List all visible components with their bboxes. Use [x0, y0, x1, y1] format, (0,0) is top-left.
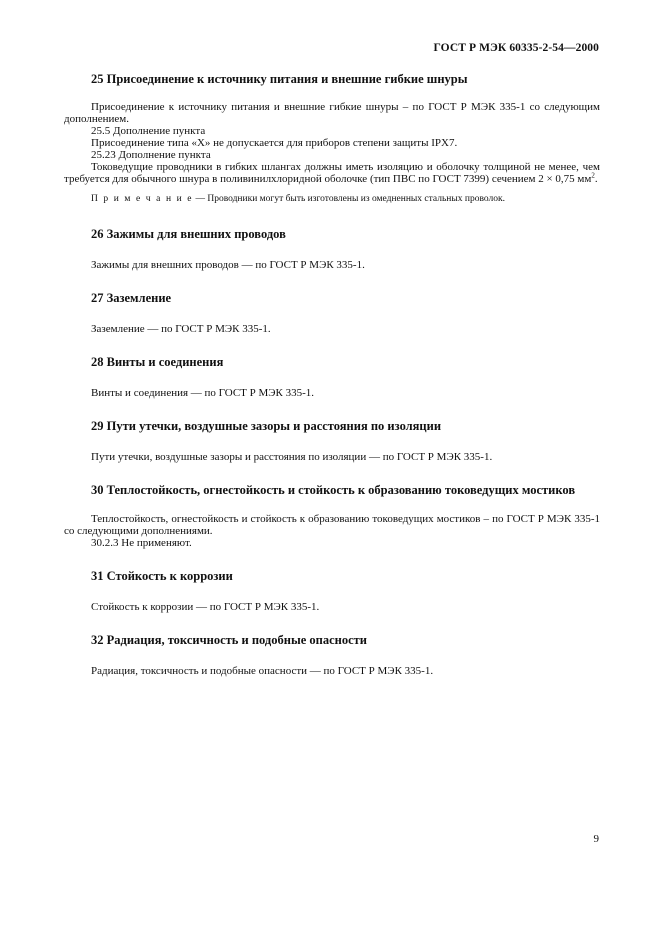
clause-25-23-body: Токоведущие проводники в гибких шлангах должны иметь изоляцию и оболочку толщиной не менее, чем требуется для обычного шнура в поливинилхлоридной оболочке (тип ПВС по ГОСТ 7399) сечением 2 × 0,75 мм — [64, 161, 600, 185]
clause-25-23-title: 25.23 Дополнение пункта — [91, 149, 211, 161]
section-27-text: Заземление — по ГОСТ Р МЭК 335-1. — [91, 323, 271, 335]
section-26-text: Зажимы для внешних проводов — по ГОСТ Р МЭК 335-1. — [91, 259, 365, 271]
clause-30-2-3: 30.2.3 Не применяют. — [91, 537, 192, 549]
standard-designation: ГОСТ Р МЭК 60335-2-54—2000 — [433, 42, 599, 54]
clause-25-23-end: . — [594, 173, 598, 185]
section-heading-30: 30 Теплостойкость, огнестойкость и стойкость к образованию токоведущих мостиков — [91, 483, 576, 497]
section-heading-27: 27 Заземление — [91, 291, 172, 305]
section-heading-26: 26 Зажимы для внешних проводов — [91, 227, 286, 241]
section-31 — [64, 569, 600, 613]
note — [64, 194, 600, 205]
section-25 — [64, 72, 600, 205]
section-30 — [64, 483, 600, 549]
section-28-text: Винты и соединения — по ГОСТ Р МЭК 335-1. — [91, 387, 315, 399]
note-text: — Проводники могут быть изготовлены из омедненных стальных проволок. — [193, 194, 505, 204]
section-32 — [64, 633, 600, 677]
section-heading-31: 31 Стойкость к коррозии — [91, 569, 233, 583]
section-27 — [64, 291, 600, 335]
section-heading-25: 25 Присоединение к источнику питания и внешние гибкие шнуры — [91, 72, 468, 86]
section-30-text: Теплостойкость, огнестойкость и стойкость к образованию токоведущих мостиков – по ГОСТ Р МЭК 335-1 со следующими дополнениями. — [64, 513, 600, 537]
section-28 — [64, 355, 600, 399]
section-heading-28: 28 Винты и соединения — [91, 355, 224, 369]
clause-25-5-text: Присоединение типа «X» не допускается для приборов степени защиты IPX7. — [91, 137, 458, 149]
section-29-text: Пути утечки, воздушные зазоры и расстояния по изоляции — по ГОСТ Р МЭК 335-1. — [91, 451, 493, 463]
clause-25-23-text — [64, 161, 600, 185]
section-31-text: Стойкость к коррозии — по ГОСТ Р МЭК 335-1. — [91, 601, 320, 613]
section-26 — [64, 227, 600, 271]
unit-superscript: 2 — [591, 171, 595, 180]
section-25-intro: Присоединение к источнику питания и внешние гибкие шнуры – по ГОСТ Р МЭК 335-1 со следующим дополнением. — [64, 101, 600, 125]
page-number: 9 — [593, 833, 599, 845]
section-32-text: Радиация, токсичность и подобные опасности — по ГОСТ Р МЭК 335-1. — [91, 665, 434, 677]
section-heading-29: 29 Пути утечки, воздушные зазоры и расстояния по изоляции — [91, 419, 442, 433]
section-29 — [64, 419, 600, 463]
section-heading-32: 32 Радиация, токсичность и подобные опасности — [91, 633, 367, 647]
clause-25-5-title: 25.5 Дополнение пункта — [91, 125, 206, 137]
note-label: П р и м е ч а н и е — [91, 194, 194, 204]
document-body — [64, 66, 600, 677]
